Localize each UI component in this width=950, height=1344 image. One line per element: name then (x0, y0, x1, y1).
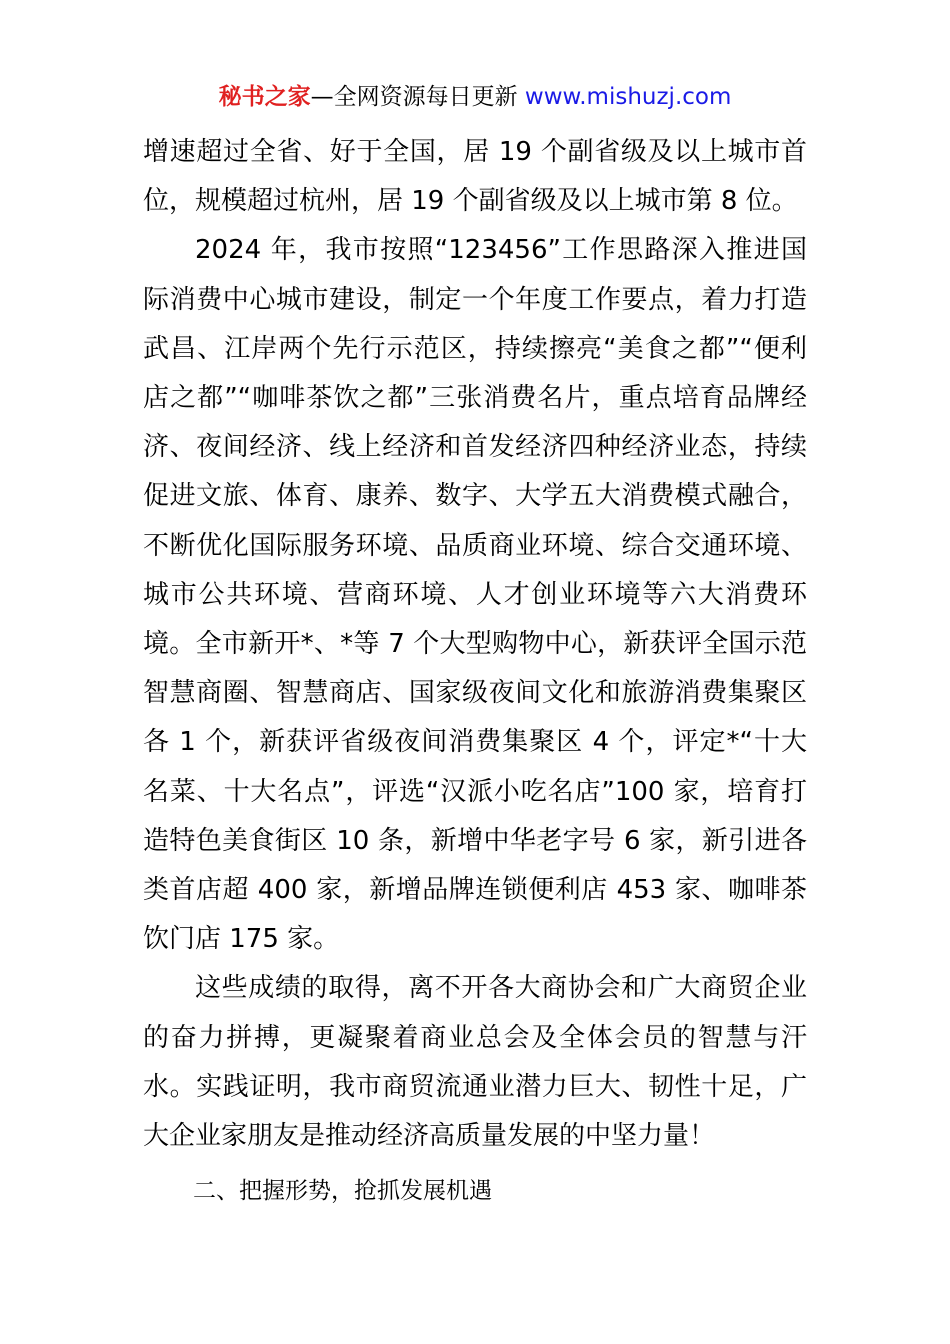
section-heading: 二、把握形势，抢抓发展机遇 (193, 1178, 492, 1205)
site-tagline: —全网资源每日更新 (310, 84, 525, 110)
paragraph-achievements: 这些成绩的取得，离不开各大商协会和广大商贸企业的奋力拼搏，更凝聚着商业总会及全体会员的智慧与汗水。实践证明，我市商贸流通业潜力巨大、韧性十足，广大企业家朋友是推动经济高质量发展的中坚力量！ (143, 973, 807, 1152)
paragraph-consumption-center: 2024 年，我市按照“123456”工作思路深入推进国际消费中心城市建设，制定一个年度工作要点，着力打造武昌、江岸两个先行示范区，持续擦亮“美食之都”“便利店之都”“咖啡茶饮之都”三张消费名片，重点培育品牌经济、夜间经济、线上经济和首发经济四种经济业态，持续促进文旅、体育、康养、数字、大学五大消费模式融合，不断优化国际服务环境、品质商业环境、综合交通环境、城市公共环境、营商环境、人才创业环境等六大消费环境。全市新开*、*等 7 个大型购物中心，新获评全国示范智慧商圈、智慧商店、国家级夜间文化和旅游消费集聚区各 1 个，新获评省级夜间消费集聚区 4 个，评定*“十大名菜、十大名点”，评选“汉派小吃名店”100 家，培育打造特色美食街区 10 条，新增中华老字号 6 家，新引进各类首店超 400 家，新增品牌连锁便利店 453 家、咖啡茶饮门店 175 家。 (143, 235, 807, 955)
paragraph-continuation: 增速超过全省、好于全国，居 19 个副省级及以上城市首位，规模超过杭州，居 19 个副省级及以上城市第 8 位。 (143, 137, 807, 217)
site-brand-name: 秘书之家 (218, 84, 311, 110)
document-body (143, 128, 807, 1216)
site-url-link[interactable]: www.mishuzj.com (524, 84, 732, 110)
site-banner (0, 80, 950, 114)
